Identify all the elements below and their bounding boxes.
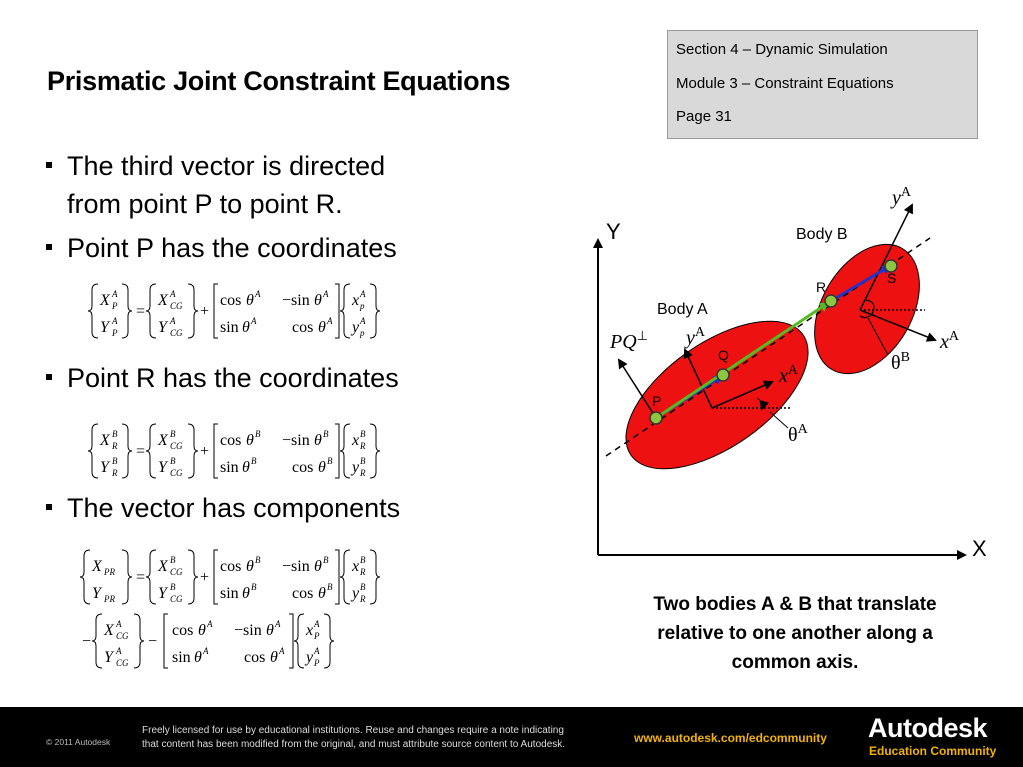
svg-text:θ: θ: [198, 622, 206, 639]
module-label: Module 3 – Constraint Equations: [676, 74, 894, 92]
svg-text:θ: θ: [318, 319, 326, 336]
svg-text:R: R: [360, 468, 366, 478]
svg-text:X: X: [158, 292, 168, 309]
svg-text:cos: cos: [292, 459, 314, 476]
point-r: [825, 295, 837, 307]
svg-text:−: −: [82, 633, 92, 650]
point-p-label: P: [652, 393, 662, 409]
svg-text:cos: cos: [172, 622, 194, 639]
svg-text:R: R: [360, 441, 366, 451]
svg-text:R: R: [112, 441, 118, 451]
svg-text:A: A: [255, 289, 261, 299]
svg-text:cos: cos: [220, 558, 242, 575]
svg-text:B: B: [360, 456, 366, 466]
svg-text:B: B: [327, 456, 333, 466]
svg-text:B: B: [360, 429, 366, 439]
point-r-label: R: [816, 279, 827, 295]
svg-text:B: B: [112, 456, 118, 466]
svg-text:cos: cos: [220, 292, 242, 309]
svg-text:θ: θ: [318, 585, 326, 602]
svg-text:B: B: [170, 429, 176, 439]
autodesk-logo: Autodesk: [868, 713, 988, 743]
svg-text:x: x: [352, 558, 360, 575]
svg-text:CG: CG: [116, 658, 129, 668]
section-label: Section 4 – Dynamic Simulation: [676, 41, 888, 58]
svg-text:y: y: [352, 319, 360, 336]
svg-text:CG: CG: [170, 468, 183, 478]
svg-text:B: B: [251, 582, 257, 592]
svg-text:θ: θ: [314, 292, 322, 309]
svg-text:+: +: [200, 303, 210, 320]
bullet-marker: [46, 374, 52, 380]
two-bodies-diagram: [580, 180, 1000, 580]
svg-text:−sin: −sin: [234, 622, 262, 639]
theta-a-leader: [770, 412, 788, 428]
point-s-label: S: [887, 270, 897, 286]
svg-text:A: A: [112, 289, 118, 299]
svg-text:PR: PR: [104, 594, 115, 604]
body-a-y-label: $y^A$: [686, 325, 706, 349]
svg-text:θ: θ: [266, 622, 274, 639]
svg-text:Y: Y: [158, 459, 167, 476]
svg-text:X: X: [100, 292, 110, 309]
pq-perp-label: PQ⊥: [610, 328, 648, 353]
bullet-marker: [46, 162, 52, 168]
svg-text:θ: θ: [246, 558, 254, 575]
svg-text:A: A: [327, 316, 333, 326]
page-title: Prismatic Joint Constraint Equations: [47, 66, 511, 96]
svg-text:A: A: [314, 646, 320, 656]
svg-text:CG: CG: [170, 594, 183, 604]
svg-text:−sin: −sin: [282, 292, 310, 309]
svg-text:θ: θ: [246, 292, 254, 309]
svg-text:y: y: [306, 649, 314, 666]
svg-text:+: +: [200, 569, 210, 586]
svg-text:cos: cos: [292, 585, 314, 602]
svg-text:B: B: [170, 456, 176, 466]
svg-text:A: A: [116, 646, 122, 656]
svg-text:CG: CG: [170, 301, 183, 311]
svg-text:B: B: [251, 456, 257, 466]
svg-text:−sin: −sin: [282, 558, 310, 575]
body-b-y-label: $y^A$: [892, 185, 912, 209]
equation-point-p: [86, 280, 416, 342]
svg-text:sin: sin: [220, 585, 239, 602]
svg-text:CG: CG: [116, 631, 129, 641]
svg-text:θ: θ: [318, 459, 326, 476]
equation-vector-components: [78, 546, 418, 674]
page-label: Page 31: [676, 108, 732, 125]
point-p: [650, 412, 662, 424]
svg-text:Y: Y: [100, 459, 109, 476]
svg-text:θ: θ: [246, 432, 254, 449]
svg-text:CG: CG: [170, 441, 183, 451]
svg-text:A: A: [112, 316, 118, 326]
svg-text:x: x: [352, 292, 360, 309]
equation-point-r: [86, 420, 416, 482]
svg-text:−: −: [148, 633, 158, 650]
svg-text:X: X: [92, 558, 102, 575]
svg-text:P: P: [112, 328, 118, 338]
body-a-x-label: $x^A$: [779, 363, 799, 387]
svg-text:Y: Y: [100, 319, 109, 336]
svg-text:B: B: [360, 555, 366, 565]
svg-text:Y: Y: [92, 585, 101, 602]
svg-text:Y: Y: [158, 319, 167, 336]
svg-text:x: x: [306, 622, 314, 639]
svg-text:x: x: [352, 432, 360, 449]
svg-text:θ: θ: [242, 459, 250, 476]
section-info-box: [667, 30, 978, 139]
svg-text:+: +: [200, 443, 210, 460]
svg-text:A: A: [360, 289, 366, 299]
svg-text:θ: θ: [314, 558, 322, 575]
svg-text:θ: θ: [194, 649, 202, 666]
svg-text:=: =: [136, 303, 146, 320]
svg-text:=: =: [136, 569, 146, 586]
svg-text:B: B: [323, 555, 329, 565]
svg-text:A: A: [275, 619, 281, 629]
point-q: [717, 369, 729, 381]
svg-text:Y: Y: [158, 585, 167, 602]
footer-bar: [0, 707, 1023, 767]
svg-text:B: B: [112, 429, 118, 439]
svg-text:A: A: [314, 619, 320, 629]
svg-text:−sin: −sin: [282, 432, 310, 449]
svg-text:A: A: [170, 289, 176, 299]
svg-text:R: R: [112, 468, 118, 478]
svg-text:B: B: [170, 582, 176, 592]
svg-text:A: A: [203, 646, 209, 656]
svg-text:CG: CG: [170, 328, 183, 338]
body-b-ellipse: [793, 226, 941, 392]
svg-text:X: X: [158, 432, 168, 449]
footer-url-link[interactable]: www.autodesk.com/edcommunity: [634, 731, 827, 745]
svg-text:P: P: [112, 301, 118, 311]
svg-text:p: p: [360, 328, 365, 338]
svg-text:sin: sin: [172, 649, 191, 666]
svg-text:B: B: [360, 582, 366, 592]
diagram-caption: Two bodies A & B that translate relative to one another along a common axis.: [653, 594, 937, 673]
bullet-marker: [46, 504, 52, 510]
body-b-x-label: $x^A$: [940, 329, 960, 353]
svg-text:B: B: [327, 582, 333, 592]
svg-text:B: B: [255, 429, 261, 439]
svg-text:PR: PR: [104, 567, 115, 577]
svg-text:B: B: [323, 429, 329, 439]
svg-text:A: A: [251, 316, 257, 326]
svg-text:X: X: [158, 558, 168, 575]
svg-text:θ: θ: [314, 432, 322, 449]
svg-text:A: A: [207, 619, 213, 629]
svg-text:A: A: [279, 646, 285, 656]
svg-text:y: y: [352, 585, 360, 602]
theta-a-label: $\theta^A$: [788, 422, 808, 446]
svg-text:θ: θ: [270, 649, 278, 666]
x-axis-label: X: [972, 536, 987, 561]
body-a-label: Body A: [657, 301, 708, 318]
svg-text:P: P: [314, 658, 320, 668]
svg-text:cos: cos: [292, 319, 314, 336]
svg-text:A: A: [323, 289, 329, 299]
body-b-label: Body B: [796, 226, 848, 243]
y-axis-label: Y: [606, 219, 621, 244]
svg-text:y: y: [352, 459, 360, 476]
bullet-marker: [46, 244, 52, 250]
svg-text:R: R: [360, 567, 366, 577]
svg-text:θ: θ: [242, 319, 250, 336]
svg-text:B: B: [255, 555, 261, 565]
svg-text:B: B: [170, 555, 176, 565]
svg-text:cos: cos: [244, 649, 266, 666]
svg-text:A: A: [170, 316, 176, 326]
svg-text:X: X: [100, 432, 110, 449]
footer-copyright: © 2011 Autodesk: [46, 737, 111, 747]
education-community-label: Education Community: [869, 744, 997, 758]
svg-text:R: R: [360, 594, 366, 604]
svg-text:X: X: [104, 622, 114, 639]
footer-license: Freely licensed for use by educational institutions. Reuse and changes require a note indicating that content has been modified from the original, and must attribute source content to Autodesk.: [142, 725, 566, 750]
svg-text:sin: sin: [220, 319, 239, 336]
svg-text:sin: sin: [220, 459, 239, 476]
svg-text:θ: θ: [242, 585, 250, 602]
svg-text:cos: cos: [220, 432, 242, 449]
svg-text:p: p: [360, 301, 365, 311]
svg-text:A: A: [116, 619, 122, 629]
svg-text:A: A: [360, 316, 366, 326]
svg-text:P: P: [314, 631, 320, 641]
svg-text:CG: CG: [170, 567, 183, 577]
svg-text:=: =: [136, 443, 146, 460]
theta-b-label: $\theta^B$: [891, 350, 910, 374]
svg-text:Y: Y: [104, 649, 113, 666]
point-q-label: Q: [718, 347, 729, 363]
